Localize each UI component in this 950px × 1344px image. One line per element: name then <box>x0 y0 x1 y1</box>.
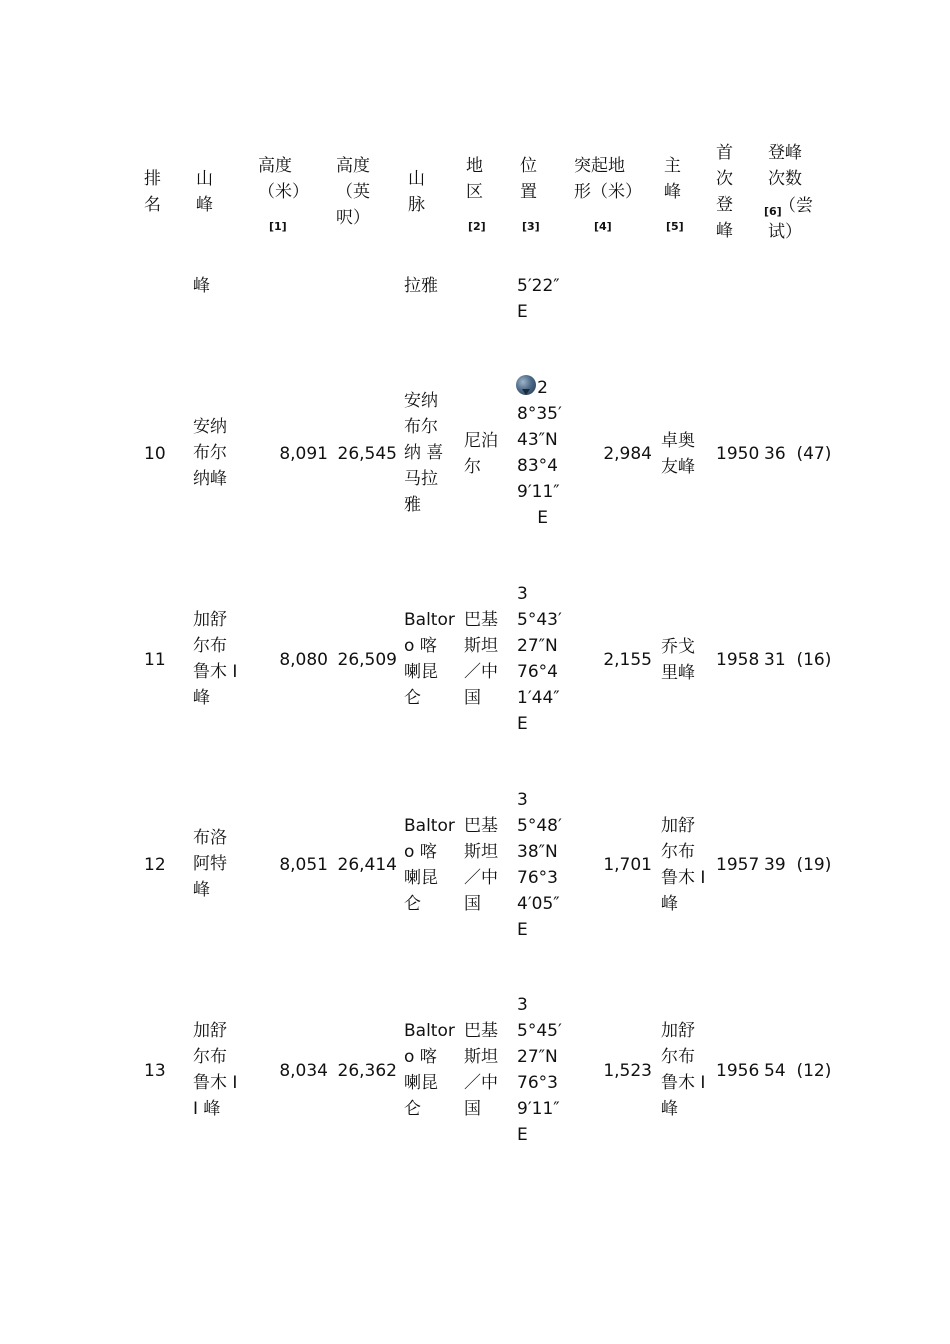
row-rank: 13 <box>144 1061 166 1081</box>
row-ascents: 31 (16) <box>764 650 832 670</box>
row-first-ascent: 1950 <box>716 444 760 464</box>
row-range: Baltor o 喀 喇昆 仑 <box>404 1021 455 1119</box>
header-prominence-ref: [4] <box>594 220 612 233</box>
row-ascents: 54 (12) <box>764 1061 832 1081</box>
row-rank: 11 <box>144 650 166 670</box>
header-rank: 排 名 <box>144 169 161 215</box>
header-parent-ref: [5] <box>666 220 684 233</box>
row-location: 3 5°43′ 27″N 76°4 1′44″ E <box>517 584 562 734</box>
row-rank: 10 <box>144 444 166 464</box>
header-location: 位 置 <box>520 156 537 202</box>
row-first-ascent: 1958 <box>716 650 760 670</box>
row-parent: 乔戈 里峰 <box>661 637 695 683</box>
row-height-m: 8,080 <box>279 650 328 670</box>
header-height-m: 高度 （米） <box>258 156 309 202</box>
row-rank: 12 <box>144 855 166 875</box>
row-region: 巴基 斯坦 ／中 国 <box>464 816 498 914</box>
row-prominence: 1,523 <box>603 1061 652 1081</box>
row-range: Baltor o 喀 喇昆 仑 <box>404 816 455 914</box>
row-ascents: 36 (47) <box>764 444 832 464</box>
row-parent: 加舒 尔布 鲁木 I 峰 <box>661 816 706 914</box>
carryover-peak: 峰 <box>193 276 210 296</box>
row-ascents: 39 (19) <box>764 855 832 875</box>
row-region: 巴基 斯坦 ／中 国 <box>464 610 498 708</box>
row-peak: 布洛 阿特 峰 <box>193 828 227 900</box>
row-range: 安纳 布尔 纳 喜 马拉 雅 <box>404 391 444 515</box>
row-first-ascent: 1956 <box>716 1061 760 1081</box>
row-height-ft: 26,414 <box>337 855 397 875</box>
row-height-m: 8,034 <box>279 1061 328 1081</box>
row-peak: 加舒 尔布 鲁木 I 峰 <box>193 610 238 708</box>
row-height-ft: 26,362 <box>337 1061 397 1081</box>
header-height-ft: 高度 （英 呎） <box>336 156 370 228</box>
header-ascents-ref: [6] <box>764 205 782 218</box>
header-ascents-end: 试） <box>768 222 802 242</box>
row-peak: 加舒 尔布 鲁木 I I 峰 <box>193 1021 238 1119</box>
row-height-m: 8,051 <box>279 855 328 875</box>
row-prominence: 2,155 <box>603 650 652 670</box>
header-prominence: 突起地 形（米） <box>574 156 642 202</box>
row-prominence: 2,984 <box>603 444 652 464</box>
header-first-ascent: 首 次 登 峰 <box>716 143 733 241</box>
header-ascents-tail: （尝 <box>779 196 813 216</box>
header-location-ref: [3] <box>522 220 540 233</box>
header-peak: 山 峰 <box>196 169 213 215</box>
row-prominence: 1,701 <box>603 855 652 875</box>
row-parent: 卓奥 友峰 <box>661 431 695 477</box>
header-region: 地 区 <box>466 156 483 202</box>
row-first-ascent: 1957 <box>716 855 760 875</box>
row-height-ft: 26,509 <box>337 650 397 670</box>
row-height-m: 8,091 <box>279 444 328 464</box>
row-region: 巴基 斯坦 ／中 国 <box>464 1021 498 1119</box>
header-range: 山 脉 <box>408 169 425 215</box>
header-region-ref: [2] <box>468 220 486 233</box>
row-location: 2 8°35′ 43″N 83°4 9′11″ E <box>517 378 562 528</box>
row-range: Baltor o 喀 喇昆 仑 <box>404 610 455 708</box>
row-peak: 安纳 布尔 纳峰 <box>193 417 227 489</box>
row-location: 3 5°48′ 38″N 76°3 4′05″ E <box>517 790 562 940</box>
row-parent: 加舒 尔布 鲁木 I 峰 <box>661 1021 706 1119</box>
header-parent: 主 峰 <box>664 156 681 202</box>
row-location: 3 5°45′ 27″N 76°3 9′11″ E <box>517 995 562 1145</box>
row-region: 尼泊 尔 <box>464 431 498 477</box>
header-ascents: 登峰 次数 <box>768 143 802 189</box>
carryover-range: 拉雅 <box>404 276 438 296</box>
row-height-ft: 26,545 <box>337 444 397 464</box>
carryover-location: 5′22″ E <box>517 276 560 322</box>
header-height-m-ref: [1] <box>269 220 287 233</box>
